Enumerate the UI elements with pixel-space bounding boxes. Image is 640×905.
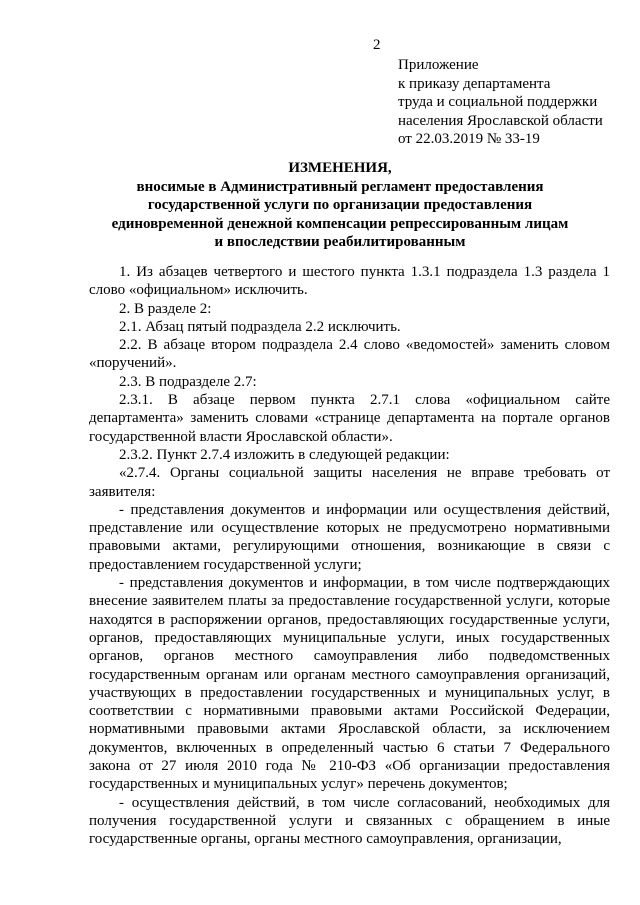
title-line: государственной услуги по организации предоставления	[147, 197, 533, 213]
title-line: единовременной денежной компенсации репрессированным лицам	[111, 215, 569, 232]
appendix-line: Приложение	[398, 57, 479, 73]
paragraph: 2.3.1. В абзаце первом пункта 2.7.1 слова «официальном сайте департамента» заменить словами «странице департамента на портале органов государственной власти Ярославской области».	[89, 392, 610, 445]
appendix-line: к приказу департамента	[398, 75, 551, 92]
title-line: и впоследствии реабилитированным	[214, 234, 466, 250]
paragraph: 2.3.2. Пункт 2.7.4 изложить в следующей редакции:	[119, 446, 450, 463]
document-body	[89, 263, 610, 849]
title-line: ИЗМЕНЕНИЯ,	[288, 160, 392, 176]
title-line: вносимые в Административный регламент предоставления	[136, 178, 544, 195]
appendix-line: населения Ярославской области	[398, 112, 603, 129]
paragraph: 2.3. В подразделе 2.7:	[119, 373, 257, 390]
appendix-header	[398, 56, 603, 149]
paragraph: - представления документов и информации, в том числе подтверждающих внесение заявителем платы за предоставление государственной услуги, которые находятся в распоряжении органов, предоставляющих государственные услуги, органов, предоставляющих муниципальные услуги, иных государственных органов, органов местного самоуправления либо подведомственных государственным органам или органам местного самоуправления организаций, участвующих в предоставлении государственных и муниципальных услуг, в соответствии с нормативными правовыми актами Российской Федерации, нормативными правовыми актами Ярославской области, за исключением документов, включенных в определенный частью 6 статьи 7 Федерального закона от 27 июля 2010 года № 210-ФЗ «Об организации предоставления государственных и муниципальных услуг» перечень документов;	[89, 575, 610, 793]
paragraph: 2.2. В абзаце втором подраздела 2.4 слово «ведомостей» заменить словом «поручений».	[89, 337, 610, 372]
paragraph: - представления документов и информации или осуществления действий, представление или осуществление которых не предусмотрено нормативными правовыми актами, регулирующими отношения, возникающие в связи с предоставлением государственной услуги;	[89, 501, 610, 573]
paragraph: 2.1. Абзац пятый подраздела 2.2 исключить.	[119, 318, 401, 335]
paragraph: «2.7.4. Органы социальной защиты населения не вправе требовать от заявителя:	[89, 465, 610, 500]
appendix-line: труда и социальной поддержки	[398, 94, 598, 110]
appendix-line: от 22.03.2019 № 33-19	[398, 131, 540, 147]
paragraph: - осуществления действий, в том числе согласований, необходимых для получения государственной услуги и связанных с обращением в иные государственные органы, органы местного самоуправления, организации,	[89, 794, 610, 848]
page-number: 2	[373, 37, 381, 53]
paragraph: 1. Из абзацев четвертого и шестого пункта 1.3.1 подраздела 1.3 раздела 1 слово «официальном» исключить.	[89, 264, 610, 299]
paragraph: 2. В разделе 2:	[119, 300, 212, 317]
document-title	[60, 159, 620, 252]
